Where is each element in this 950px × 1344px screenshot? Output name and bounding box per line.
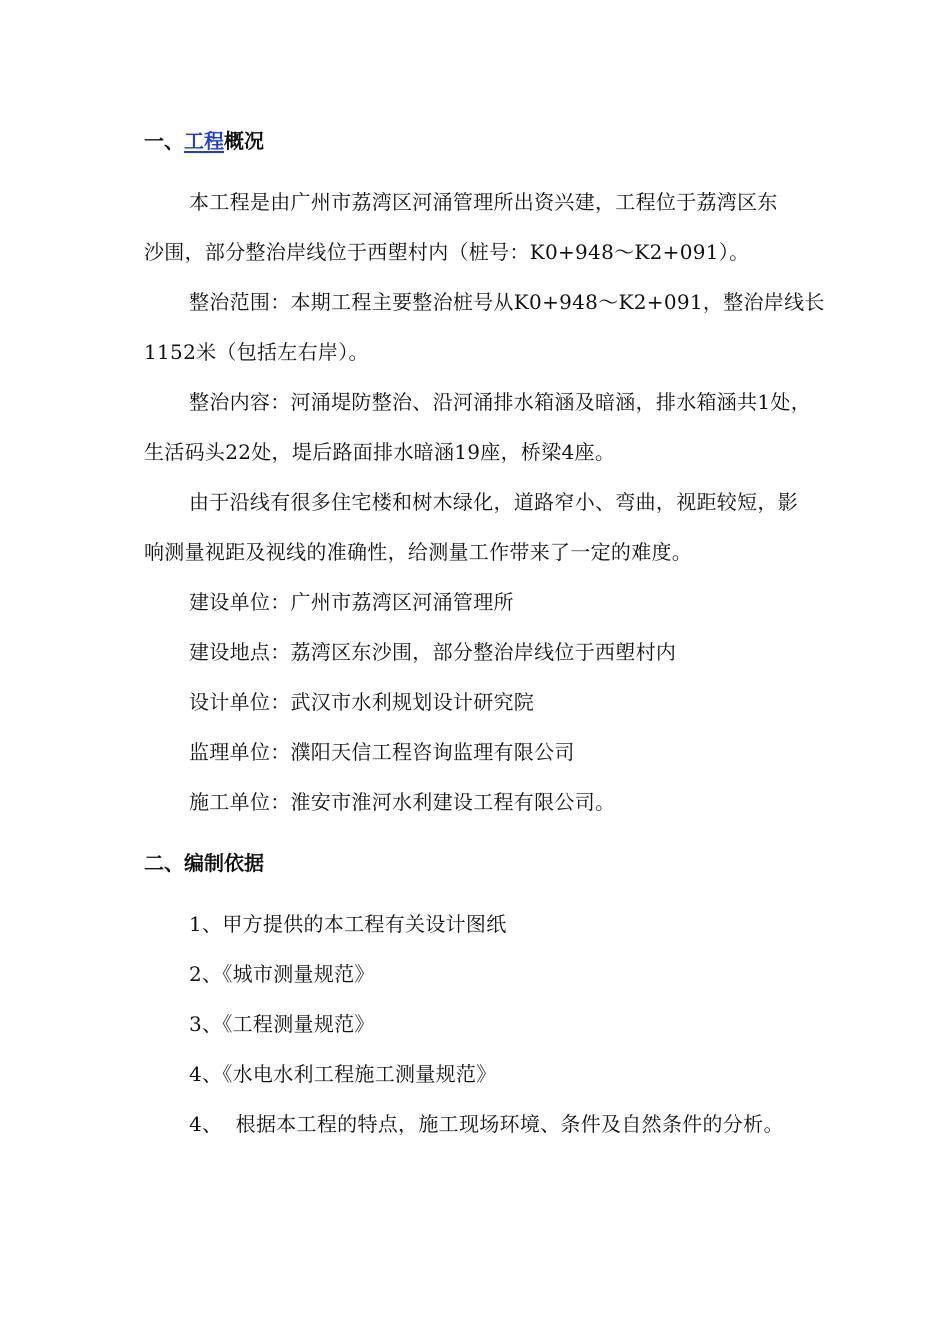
paragraph-line: 整治内容：河涌堤防整治、沿河涌排水箱涵及暗涵，排水箱涵共1处， xyxy=(189,390,812,414)
list-item: 4、 根据本工程的特点，施工现场环境、条件及自然条件的分析。 xyxy=(189,1112,784,1136)
list-item: 3、《工程测量规范》 xyxy=(189,1012,375,1036)
info-line-design-unit: 设计单位：武汉市水利规划设计研究院 xyxy=(189,690,535,714)
info-line-contractor-unit: 施工单位：淮安市淮河水利建设工程有限公司。 xyxy=(189,790,616,814)
info-line-construction-site: 建设地点：荔湾区东沙围，部分整治岸线位于西塱村内 xyxy=(189,640,677,664)
info-line-construction-unit: 建设单位：广州市荔湾区河涌管理所 xyxy=(189,590,514,614)
section-heading-basis: 二、编制依据 xyxy=(144,851,264,875)
heading-prefix: 一、 xyxy=(144,129,184,153)
paragraph-line: 沙围，部分整治岸线位于西塱村内（桩号：K0+948～K2+091）。 xyxy=(144,240,750,264)
list-item: 4、《水电水利工程施工测量规范》 xyxy=(189,1062,497,1086)
list-item: 1、甲方提供的本工程有关设计图纸 xyxy=(189,912,507,936)
paragraph-line: 1152米（包括左右岸）。 xyxy=(144,340,369,364)
list-item: 2、《城市测量规范》 xyxy=(189,962,375,986)
paragraph-line: 响测量视距及视线的准确性，给测量工作带来了一定的难度。 xyxy=(144,540,693,564)
paragraph-line: 整治范围：本期工程主要整治桩号从K0+948～K2+091，整治岸线长 xyxy=(189,290,825,314)
paragraph-line: 由于沿线有很多住宅楼和树木绿化，道路窄小、弯曲，视距较短，影 xyxy=(189,490,798,514)
section-heading-project-overview xyxy=(144,129,264,153)
paragraph-line: 生活码头22处，堤后路面排水暗涵19座，桥梁4座。 xyxy=(144,440,616,464)
heading-suffix: 概况 xyxy=(224,129,264,153)
paragraph-line: 本工程是由广州市荔湾区河涌管理所出资兴建，工程位于荔湾区东 xyxy=(189,190,778,214)
info-line-supervision-unit: 监理单位：濮阳天信工程咨询监理有限公司 xyxy=(189,740,575,764)
project-link[interactable]: 工程 xyxy=(184,129,224,153)
